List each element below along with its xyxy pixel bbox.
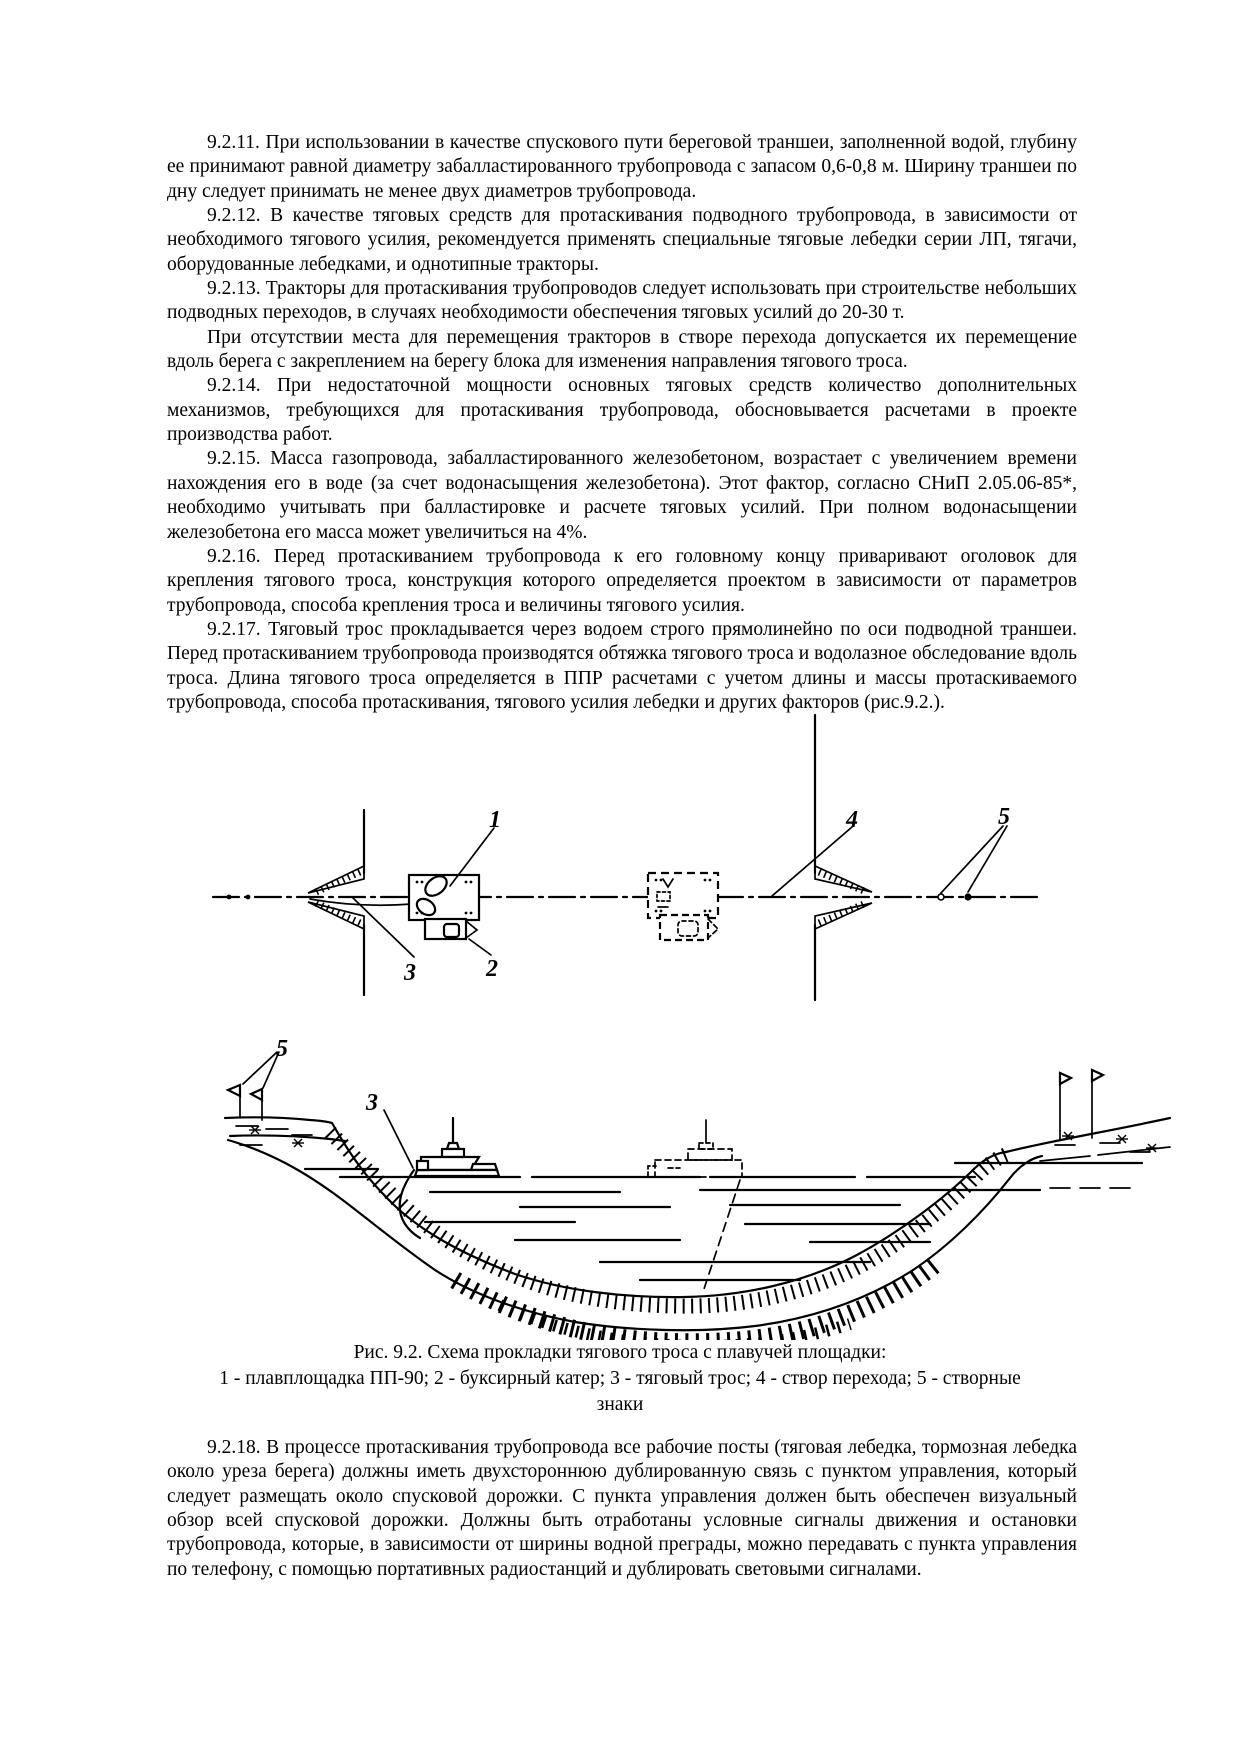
figure2-label-3: 3 [366,1090,378,1116]
tow-cable [310,899,412,905]
paragraph-9-2-14: 9.2.14. При недостаточной мощности основных тяговых средств количество дополнительных механизмов, требующихся для протаскивания трубопровода, обосновывается расчетами в проекте производства работ. [167,375,1077,446]
tug-boat [425,919,477,939]
paragraph-9-2-16: 9.2.16. Перед протаскиванием трубопровода к его головному концу приваривают оголовок для крепления тягового троса, конструкция которого определяется проектом в зависимости от параметров трубопровода, способа крепления троса и величины тягового усилия. [167,545,1077,616]
right-bank-mark [815,715,872,1000]
riverbed-contour [225,1117,1170,1340]
figure2-label-5: 5 [276,1036,288,1062]
vessel [415,1118,499,1176]
figure-cross-section [0,1010,1240,1340]
range-sign-flags-right [1060,1070,1103,1140]
leader-4 [772,827,852,896]
paragraph-9-2-12: 9.2.12. В качестве тяговых средств для протаскивания подводного трубопровода, в зависимости от необходимого тягового усилия, рекомендуется применять специальные тяговые лебедки серии ЛП, тягачи, оборудованные лебедками, и однотипные тракторы. [167,205,1077,275]
leader-2 [469,939,491,955]
paragraph-tractors-note: При отсутствии места для перемещения тракторов в створе перехода допускается их перемещение вдоль берега с закреплением на берегу блока для изменения направления тягового троса. [167,326,1077,373]
floating-platform [409,872,479,920]
caption-legend: 1 - плавплощадка ПП-90; 2 - буксирный катер; 3 - тяговый трос; 4 - створ перехода; 5 - створные [219,1368,1021,1389]
caption-title: Рис. 9.2. Схема прокладки тягового троса с плавучей площадки: [353,1342,887,1363]
paragraph-9-2-18: 9.2.18. В процессе протаскивания трубопровода все рабочие посты (тяговая лебедка, тормозная лебедка около уреза берега) должны иметь двухстороннюю дублированную связь с пунктом управления, который следует размещать около спусковой дорожки. С пункта управления должен быть обеспечен визуальный обзор всей спусковой дорожки. Должны быть отработаны условные сигналы движения и остановки трубопровода, которые, в зависимости от ширины водной преграды, можно передавать с пункта управления по телефону, с помощью портативных радиостанций и дублировать световыми сигналами. [167,1437,1077,1580]
figure1-label-1: 1 [489,807,501,833]
paragraph-9-2-11: 9.2.11. При использовании в качестве спускового пути береговой траншеи, заполненной водой, глубину ее принимают равной диаметру забалластированного трубопровода с запасом 0,6-0,8 м. Ширину траншеи по дну следует принимать не менее двух диаметров трубопровода. [167,132,1077,202]
leader-3-section [384,1110,413,1168]
figure1-label-3: 3 [404,960,416,986]
leader-5a [941,826,1003,893]
figure1-label-5: 5 [998,804,1010,830]
paragraph-9-2-17: 9.2.17. Тяговый трос прокладывается через водоем строго прямолинейно по оси подводной траншеи. Перед протаскиванием трубопровода производятся обтяжка тягового троса и водолазное обследование вдоль троса. Длина тягового троса определяется в ППР расчетами с учетом длины и массы протаскиваемого трубопровода, способа протаскивания, тягового усилия лебедки и других факторов (рис.9.2.). [167,618,1077,713]
paragraph-9-2-13: 9.2.13. Тракторы для протаскивания трубопроводов следует использовать при строительстве небольших подводных переходов, в случаях необходимости обеспечения тяговых усилий до 20-30 т. [167,278,1077,324]
floating-platform-dashed [648,873,718,918]
body-text-bottom [167,1436,1077,1582]
vessel-dashed [648,1120,742,1177]
range-sign-flags-left [228,1052,279,1120]
figure1-label-2: 2 [486,956,498,982]
crossing-axis-line [213,895,1037,900]
range-mark-points [938,893,972,900]
water-surface [340,1177,1140,1280]
body-text-top [167,131,1077,715]
caption-legend-cont: знаки [596,1394,644,1415]
figure-caption [95,1340,1145,1418]
figure-plan-view [0,700,1240,1010]
figure1-label-4: 4 [846,807,858,833]
leader-5b [968,826,1007,892]
paragraph-9-2-15: 9.2.15. Масса газопровода, забалластированного железобетоном, возрастает с увеличением времени нахождения его в воде (за счет водонасыщения железобетона). Этот фактор, согласно СНиП 2.05.06-85*, необходимо учитывать при балластировке и расчете тяговых усилий. При полном водонасыщении железобетона его масса может увеличиться на 4%. [167,448,1077,543]
axis-dashed-line [703,1180,740,1292]
